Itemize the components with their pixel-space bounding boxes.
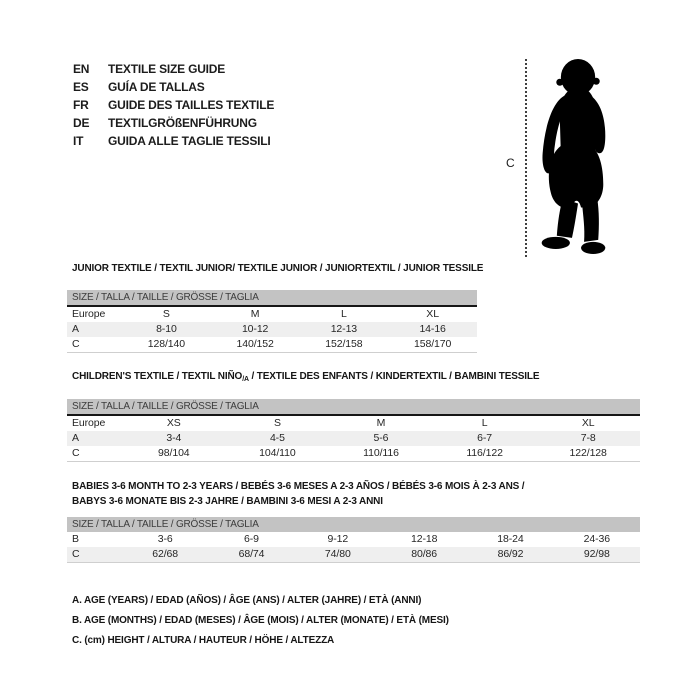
age-cell: 7-8 bbox=[580, 432, 596, 444]
height-cell: 86/92 bbox=[497, 548, 524, 560]
size-header-band: SIZE / TALLA / TAILLE / GRÖSSE / TAGLIA bbox=[67, 399, 640, 414]
size-tables bbox=[67, 263, 640, 651]
height-cell: 110/116 bbox=[363, 447, 399, 459]
table-row-height bbox=[67, 547, 640, 562]
size-cell: M bbox=[250, 308, 260, 320]
table-row-height bbox=[67, 337, 477, 352]
language-code: ES bbox=[73, 80, 89, 94]
children-title-pre: CHILDREN'S TEXTILE / TEXTIL NIÑO bbox=[72, 371, 243, 382]
table-row-age-months bbox=[67, 532, 640, 547]
language-title: TEXTILGRÖßENFÜHRUNG bbox=[108, 116, 257, 130]
height-cell: 104/110 bbox=[259, 447, 296, 459]
row-label: A bbox=[72, 432, 79, 444]
children-table bbox=[67, 399, 640, 462]
junior-table bbox=[67, 290, 477, 353]
age-cell: 8-10 bbox=[156, 323, 177, 335]
language-list bbox=[73, 60, 274, 150]
language-code: FR bbox=[73, 98, 89, 112]
row-label: Europe bbox=[72, 417, 106, 429]
age-cell: 5-6 bbox=[373, 432, 389, 444]
table-row-europe bbox=[67, 305, 477, 322]
height-cell: 80/86 bbox=[411, 548, 438, 560]
note-c: C. (cm) HEIGHT / ALTURA / HAUTEUR / HÖHE / ALTEZZA bbox=[72, 635, 335, 646]
size-cell: L bbox=[481, 417, 488, 429]
age-cell: 12-18 bbox=[410, 533, 438, 545]
size-cell: M bbox=[376, 417, 386, 429]
row-label: B bbox=[72, 533, 79, 545]
children-title-sub: /A bbox=[242, 376, 249, 383]
height-cell: 116/122 bbox=[466, 447, 503, 459]
language-row-en bbox=[73, 60, 274, 78]
legend-notes bbox=[72, 591, 640, 651]
table-row-age bbox=[67, 431, 640, 446]
height-cell: 128/140 bbox=[147, 338, 185, 350]
row-label: C bbox=[72, 447, 80, 459]
children-title-post: / TEXTILE DES ENFANTS / KINDERTEXTIL / BAMBINI TESSILE bbox=[248, 371, 540, 382]
table-row-age bbox=[67, 322, 477, 337]
height-cell: 74/80 bbox=[324, 548, 351, 560]
height-cell: 98/104 bbox=[158, 447, 190, 459]
size-header-band: SIZE / TALLA / TAILLE / GRÖSSE / TAGLIA bbox=[67, 517, 640, 532]
age-cell: 4-5 bbox=[269, 432, 285, 444]
language-code: IT bbox=[73, 134, 84, 148]
language-code: DE bbox=[73, 116, 90, 130]
row-label: C bbox=[72, 338, 80, 350]
table-row-height bbox=[67, 446, 640, 461]
language-title: GUIDA ALLE TAGLIE TESSILI bbox=[108, 134, 271, 148]
height-cell: 92/98 bbox=[583, 548, 610, 560]
size-header-band: SIZE / TALLA / TAILLE / GRÖSSE / TAGLIA bbox=[67, 290, 477, 305]
size-cell: XS bbox=[166, 417, 181, 429]
height-cell: 140/152 bbox=[236, 338, 274, 350]
height-measure-label: C bbox=[506, 156, 515, 170]
age-cell: 6-7 bbox=[477, 432, 493, 444]
height-measure-line bbox=[525, 59, 527, 259]
language-code: EN bbox=[73, 62, 90, 76]
row-label: Europe bbox=[72, 308, 106, 320]
language-row-es bbox=[73, 78, 274, 96]
size-cell: L bbox=[341, 308, 347, 320]
junior-table-title: JUNIOR TEXTILE / TEXTIL JUNIOR/ TEXTILE JUNIOR / JUNIORTEXTIL / JUNIOR TESSILE bbox=[72, 263, 484, 274]
size-cell: S bbox=[162, 308, 170, 320]
age-cell: 6-9 bbox=[244, 533, 259, 545]
language-title: GUIDE DES TAILLES TEXTILE bbox=[108, 98, 275, 112]
age-cell: 24-36 bbox=[583, 533, 610, 545]
row-label: C bbox=[72, 548, 80, 560]
table-row-europe bbox=[67, 414, 640, 431]
note-b: B. AGE (MONTHS) / EDAD (MESES) / ÂGE (MOIS) / ALTER (MONATE) / ETÀ (MESI) bbox=[72, 615, 449, 626]
language-row-de bbox=[73, 114, 274, 132]
size-cell: XL bbox=[426, 308, 439, 320]
height-cell: 152/158 bbox=[325, 338, 363, 350]
age-cell: 18-24 bbox=[497, 533, 524, 545]
babies-table-title-line1: BABIES 3-6 MONTH TO 2-3 YEARS / BEBÉS 3-6 MESES A 2-3 AÑOS / BÉBÉS 3-6 MOIS À 2-3 ANS / bbox=[72, 481, 525, 492]
language-title: GUÍA DE TALLAS bbox=[108, 80, 205, 94]
age-cell: 12-13 bbox=[330, 323, 358, 335]
height-cell: 122/128 bbox=[569, 447, 607, 459]
height-cell: 68/74 bbox=[238, 548, 265, 560]
age-cell: 3-6 bbox=[157, 533, 173, 545]
size-cell: XL bbox=[581, 417, 595, 429]
height-cell: 158/170 bbox=[413, 338, 452, 350]
note-a: A. AGE (YEARS) / EDAD (AÑOS) / ÂGE (ANS) / ALTER (JAHRE) / ETÀ (ANNI) bbox=[72, 595, 422, 606]
row-label: A bbox=[72, 323, 79, 335]
height-cell: 62/68 bbox=[152, 548, 179, 560]
size-cell: S bbox=[273, 417, 281, 429]
baby-silhouette-image bbox=[534, 57, 618, 255]
language-title: TEXTILE SIZE GUIDE bbox=[108, 62, 226, 76]
babies-table bbox=[67, 517, 640, 563]
age-cell: 9-12 bbox=[327, 533, 349, 545]
babies-table-title-line2: BABYS 3-6 MONATE BIS 2-3 JAHRE / BAMBINI 3-6 MESI A 2-3 ANNI bbox=[72, 496, 383, 507]
language-row-it bbox=[73, 132, 274, 150]
age-cell: 14-16 bbox=[419, 323, 446, 335]
children-table-title bbox=[72, 371, 640, 386]
language-row-fr bbox=[73, 96, 274, 114]
age-cell: 3-4 bbox=[166, 432, 182, 444]
age-cell: 10-12 bbox=[241, 323, 269, 335]
